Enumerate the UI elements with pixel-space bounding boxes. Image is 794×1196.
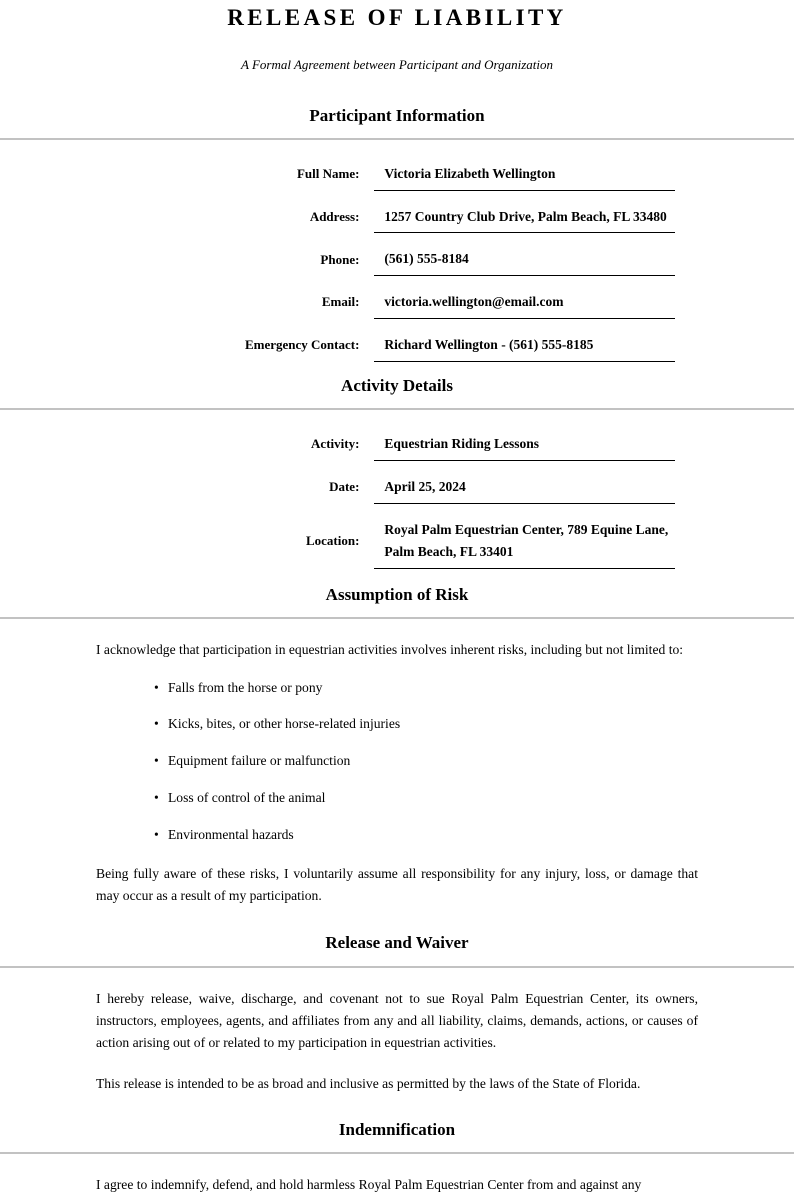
spacer-above-participant-rule [0,127,794,138]
indemnification-paragraph-1: I agree to indemnify, defend, and hold harmless Royal Palm Equestrian Center from and against any [96,1176,642,1192]
field-row-phone [96,242,698,276]
section-heading-activity-details: Activity Details [341,376,453,396]
field-row-location [96,513,698,569]
section-divider-assumption-of-risk [0,617,794,619]
risk-intro-paragraph: I acknowledge that participation in equestrian activities involves inherent risks, including but not limited to: [96,641,684,657]
list-item-label: Equipment failure or malfunction [168,753,351,769]
field-value-email[interactable]: victoria.wellington@email.com [374,285,675,319]
spacer-before-activity-heading [0,362,794,375]
section-heading-release-and-waiver: Release and Waiver [325,933,469,953]
field-value-location[interactable]: Royal Palm Equestrian Center, 789 Equine Lane, Palm Beach, FL 33401 [374,513,675,569]
field-label-address: Address: [309,208,360,224]
page-subtitle: A Formal Agreement between Participant and Organization [241,56,553,72]
list-item-label: Loss of control of the animal [168,789,326,805]
list-item-label: Falls from the horse or pony [168,679,323,695]
list-item [96,824,698,846]
section-heading-assumption-of-risk: Assumption of Risk [325,584,469,604]
release-paragraph-2: This release is intended to be as broad and inclusive as permitted by the laws of the State of Florida. [96,1075,641,1091]
spacer-above-activity-fields [0,410,794,427]
spacer-before-participant-heading [0,74,794,105]
spacer-above-indemnification-paragraph [96,1154,698,1174]
field-value-activity[interactable]: Equestrian Riding Lessons [374,427,675,461]
field-row-emergency-contact [96,328,698,362]
section-heading-indemnification: Indemnification [338,1119,456,1139]
assumption-of-risk-body [96,619,698,908]
field-row-address [96,200,698,234]
spacer-before-release-heading [0,907,794,932]
spacer-above-release-paragraph [96,968,698,988]
field-row-activity [96,427,698,461]
field-value-address[interactable]: 1257 Country Club Drive, Palm Beach, FL 33480 [374,200,675,234]
spacer-above-activity-rule [0,397,794,408]
spacer-above-indemnification-rule [0,1141,794,1152]
section-heading-participant-information: Participant Information [309,105,485,125]
field-row-full-name [96,157,698,191]
risk-closing-paragraph: Being fully aware of these risks, I voluntarily assume all responsibility for any injury, loss, or damage that may occur as a result of my participation. [96,866,698,904]
release-paragraph-1: I hereby release, waive, discharge, and covenant not to sue Royal Palm Equestrian Center, its owners, instructors, employees, agents, and affiliates from any and all liability, claims, demands, actions, or causes of action arising out of or related to my participation in equestrian activities. [96,990,698,1050]
field-label-location: Location: [305,532,360,548]
spacer-before-risk-heading [0,569,794,584]
field-value-phone[interactable]: (561) 555-8184 [374,242,675,276]
field-spacer [96,276,698,285]
spacer-above-participant-fields [0,140,794,157]
activity-fields-table [96,427,698,568]
spacer-below-risk-list [96,845,698,863]
field-row-date [96,470,698,504]
spacer-above-risk-rule [0,606,794,617]
field-label-date: Date: [329,479,360,495]
spacer-before-indemnification-heading [0,1095,794,1119]
indemnification-body [96,1154,698,1196]
list-item-label: Environmental hazards [168,826,294,842]
spacer-between-release-paragraphs [96,1054,698,1073]
participant-fields-table [96,157,698,362]
spacer-above-release-rule [0,955,794,966]
release-and-waiver-body [96,968,698,1095]
risk-list [96,677,698,846]
field-label-phone: Phone: [320,251,360,267]
list-item-label: Kicks, bites, or other horse-related injuries [168,716,401,732]
section-divider-participant [0,138,794,140]
field-label-full-name: Full Name: [296,165,360,181]
spacer-above-risk-list [96,661,698,677]
spacer-above-risk-intro [96,619,698,639]
page-title: RELEASE OF LIABILITY [227,5,567,30]
bullet-icon: • [154,716,159,732]
section-divider-activity [0,408,794,410]
section-divider-release-and-waiver [0,966,794,968]
bullet-icon: • [154,789,159,805]
field-spacer [96,461,698,470]
list-item [96,750,698,772]
field-spacer [96,191,698,200]
list-item [96,787,698,809]
field-spacer [96,233,698,242]
field-label-emergency-contact: Emergency Contact: [244,337,360,353]
bullet-icon: • [154,826,159,842]
list-item [96,713,698,735]
bullet-icon: • [154,753,159,769]
field-row-email [96,285,698,319]
list-item [96,677,698,699]
section-divider-indemnification [0,1152,794,1154]
field-spacer [96,504,698,513]
field-value-full-name[interactable]: Victoria Elizabeth Wellington [374,157,675,191]
field-value-date[interactable]: April 25, 2024 [374,470,675,504]
field-spacer [96,319,698,328]
field-label-email: Email: [321,294,360,310]
field-value-emergency-contact[interactable]: Richard Wellington - (561) 555-8185 [374,328,675,362]
field-label-activity: Activity: [311,436,360,452]
bullet-icon: • [154,679,159,695]
